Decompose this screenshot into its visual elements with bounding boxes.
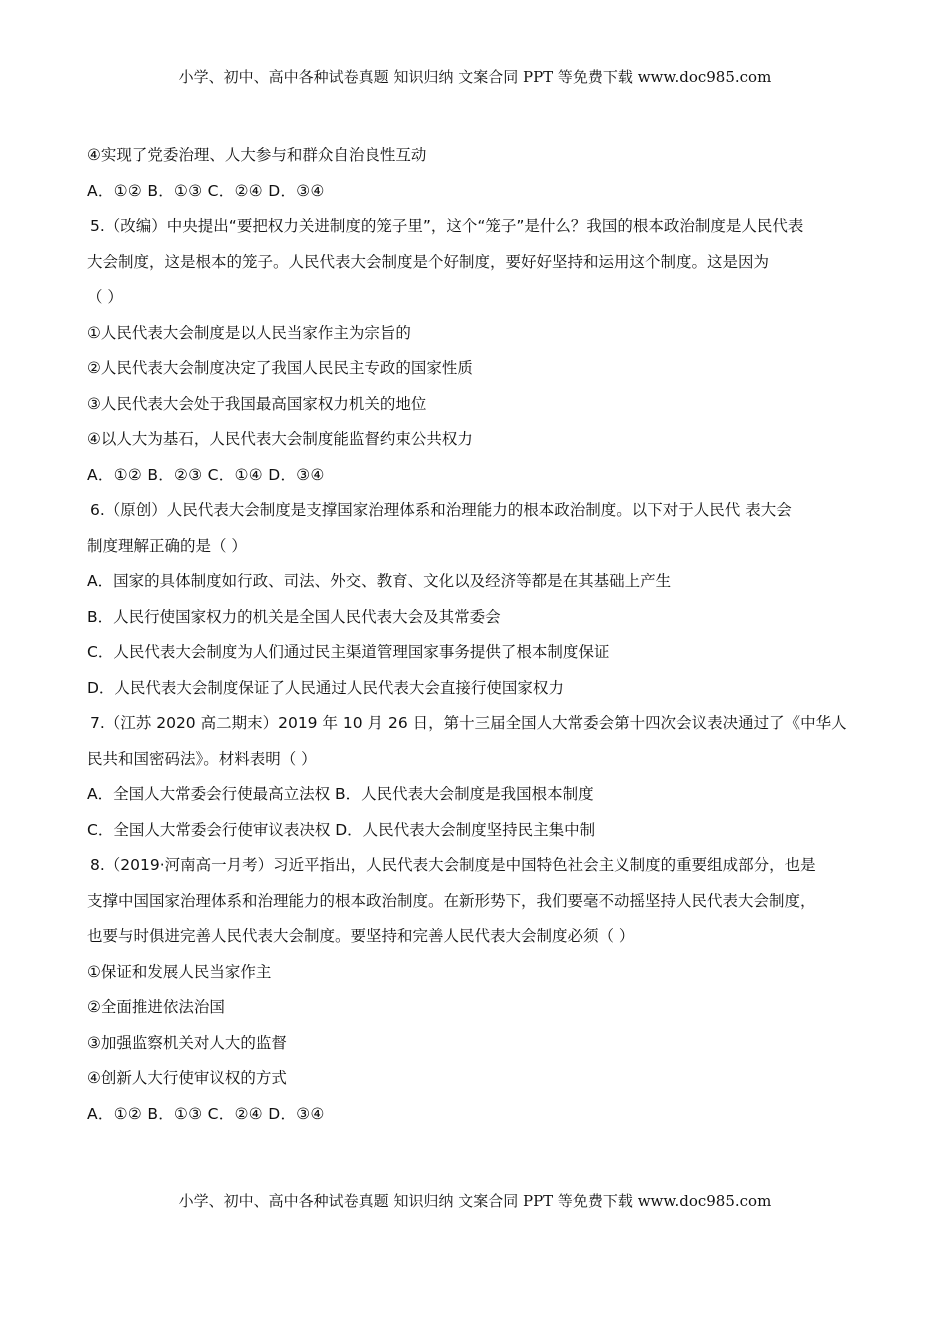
question-7-stem-cont: 民共和国密码法》。材料表明（ ）: [87, 749, 317, 768]
option-line: ②全面推进依法治国: [87, 998, 225, 1016]
answer-choices: A．①② B．①③ C．②④ D．③④: [87, 181, 325, 200]
question-6-stem: 6.（原创）人民代表大会制度是支撑国家治理体系和治理能力的根本政治制度。以下对于人民代 表大会: [90, 501, 792, 519]
choice-b: B．人民行使国家权力的机关是全国人民代表大会及其常委会: [87, 607, 501, 626]
option-line: ④以人大为基石，人民代表大会制度能监督约束公共权力: [87, 430, 473, 448]
choice-a: A．国家的具体制度如行政、司法、外交、教育、文化以及经济等都是在其基础上产生: [87, 572, 672, 590]
document-body: [87, 140, 877, 1134]
question-5-blank: （ ）: [87, 288, 123, 306]
option-line: ③加强监察机关对人大的监督: [87, 1033, 287, 1052]
question-5-stem-cont: 大会制度，这是根本的笼子。人民代表大会制度是个好制度，要好好坚持和运用这个制度。这是因为: [87, 252, 770, 271]
choices-c-d: C．全国人大常委会行使审议表决权 D．人民代表大会制度坚持民主集中制: [87, 820, 596, 839]
question-8-stem: 8.（2019·河南高一月考）习近平指出，人民代表大会制度是中国特色社会主义制度的重要组成部分，也是: [90, 856, 816, 874]
question-8-stem-cont: 也要与时俱进完善人民代表大会制度。要坚持和完善人民代表大会制度必须（ ）: [87, 927, 635, 945]
option-line: ②人民代表大会制度决定了我国人民民主专政的国家性质: [87, 359, 473, 377]
option-line: ①保证和发展人民当家作主: [87, 962, 272, 981]
choices-a-b: A．全国人大常委会行使最高立法权 B．人民代表大会制度是我国根本制度: [87, 785, 594, 803]
answer-choices: A．①② B．①③ C．②④ D．③④: [87, 1104, 325, 1123]
option-line: ④创新人大行使审议权的方式: [87, 1069, 287, 1087]
option-line: ③人民代表大会处于我国最高国家权力机关的地位: [87, 394, 427, 413]
page-footer: 小学、初中、高中各种试卷真题 知识归纳 文案合同 PPT 等免费下载 www.doc985.com: [178, 1192, 772, 1210]
choice-c: C．人民代表大会制度为人们通过民主渠道管理国家事务提供了根本制度保证: [87, 643, 610, 661]
question-8-stem-cont: 支撑中国国家治理体系和治理能力的根本政治制度。在新形势下，我们要毫不动摇坚持人民代表大会制度，: [87, 891, 816, 910]
page-header: 小学、初中、高中各种试卷真题 知识归纳 文案合同 PPT 等免费下载 www.doc985.com: [178, 68, 772, 86]
question-5-stem: 5.（改编）中央提出“要把权力关进制度的笼子里”，这个“笼子”是什么？我国的根本政治制度是人民代表: [90, 217, 804, 235]
question-6-stem-cont: 制度理解正确的是（ ）: [87, 536, 247, 555]
answer-choices: A．①② B．②③ C．①④ D．③④: [87, 465, 325, 484]
option-line: ④实现了党委治理、人大参与和群众自治良性互动: [87, 146, 427, 164]
question-7-stem: 7.（江苏 2020 高二期末）2019 年 10 月 26 日，第十三届全国人大常委会第十四次会议表决通过了《中华人: [90, 714, 847, 732]
choice-d: D．人民代表大会制度保证了人民通过人民代表大会直接行使国家权力: [87, 678, 564, 697]
option-line: ①人民代表大会制度是以人民当家作主为宗旨的: [87, 323, 411, 342]
